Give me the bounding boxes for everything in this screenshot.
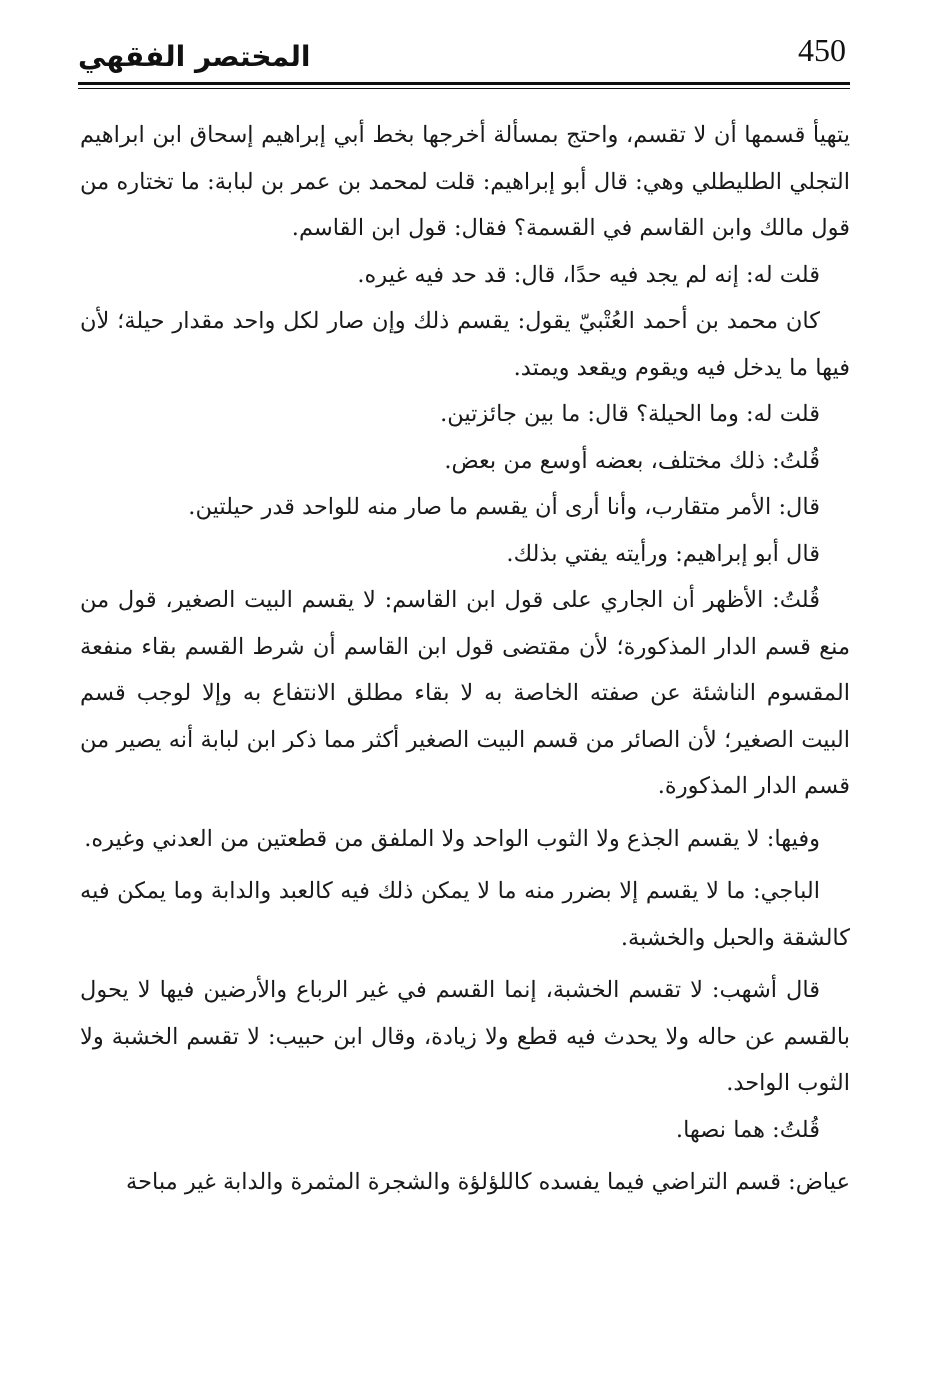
page-header — [78, 28, 850, 90]
paragraph: قُلتُ: الأظهر أن الجاري على قول ابن القاسم: لا يقسم البيت الصغير، قول من منع قسم الدار المذكورة؛ لأن مقتضى قول ابن القاسم أن شرط القسم بقاء منفعة المقسوم الناشئة عن صفته الخاصة به لا بقاء مطلق الانتفاع به وإلا لوجب قسم البيت الصغير؛ لأن الصائر من قسم البيت الصغير أكثر مما ذكر ابن لبابة أنه يصير من قسم الدار المذكورة. — [80, 587, 850, 799]
paragraph: قلت له: إنه لم يجد فيه حدًا، قال: قد حد فيه غيره. — [357, 261, 820, 288]
paragraph: قال أشهب: لا تقسم الخشبة، إنما القسم في غير الرباع والأرضين فيها لا يحول بالقسم عن حاله ولا يحدث فيه قطع ولا زيادة، وقال ابن حبيب: لا تقسم الخشبة ولا الثوب الواحد. — [80, 977, 850, 1096]
paragraph: قلت له: وما الحيلة؟ قال: ما بين جائزتين. — [440, 401, 820, 427]
header-rule-thin — [78, 88, 850, 89]
paragraph: قال: الأمر متقارب، وأنا أرى أن يقسم ما صار منه للواحد قدر حيلتين. — [188, 494, 820, 520]
paragraph: عياض: قسم التراضي فيما يفسده كاللؤلؤة والشجرة المثمرة والدابة غير مباحة — [126, 1169, 850, 1195]
paragraph: وفيها: لا يقسم الجذع ولا الثوب الواحد ولا الملفق من قطعتين من العدني وغيره. — [84, 825, 820, 852]
paragraph: قُلتُ: هما نصها. — [675, 1116, 820, 1143]
paragraph: قال أبو إبراهيم: ورأيته يفتي بذلك. — [506, 540, 820, 567]
paragraph: يتهيأ قسمها أن لا تقسم، واحتج بمسألة أخرجها بخط أبي إبراهيم إسحاق ابن ابراهيم التجلي الطليطلي وهي: قال أبو إبراهيم: قلت لمحمد بن عمر بن لبابة: ما تختاره من قول مالك وابن القاسم في القسمة؟ فقال: قول ابن القاسم. — [80, 122, 850, 241]
book-title: المختصر الفقهي — [78, 40, 311, 73]
page-number: 450 — [798, 32, 846, 68]
paragraph: الباجي: ما لا يقسم إلا بضرر منه ما لا يمكن ذلك فيه كالعبد والدابة وما يمكن فيه كالشقة والحبل والخشبة. — [80, 878, 850, 951]
paragraph: كان محمد بن أحمد العُتْبيّ يقول: يقسم ذلك وإن صار لكل واحد مقدار حيلة؛ لأن فيها ما يدخل فيه ويقوم ويقعد ويمتد. — [80, 308, 850, 381]
header-rule-thick — [78, 82, 850, 85]
body-text — [80, 112, 850, 1206]
paragraph: قُلتُ: ذلك مختلف، بعضه أوسع من بعض. — [444, 447, 820, 474]
